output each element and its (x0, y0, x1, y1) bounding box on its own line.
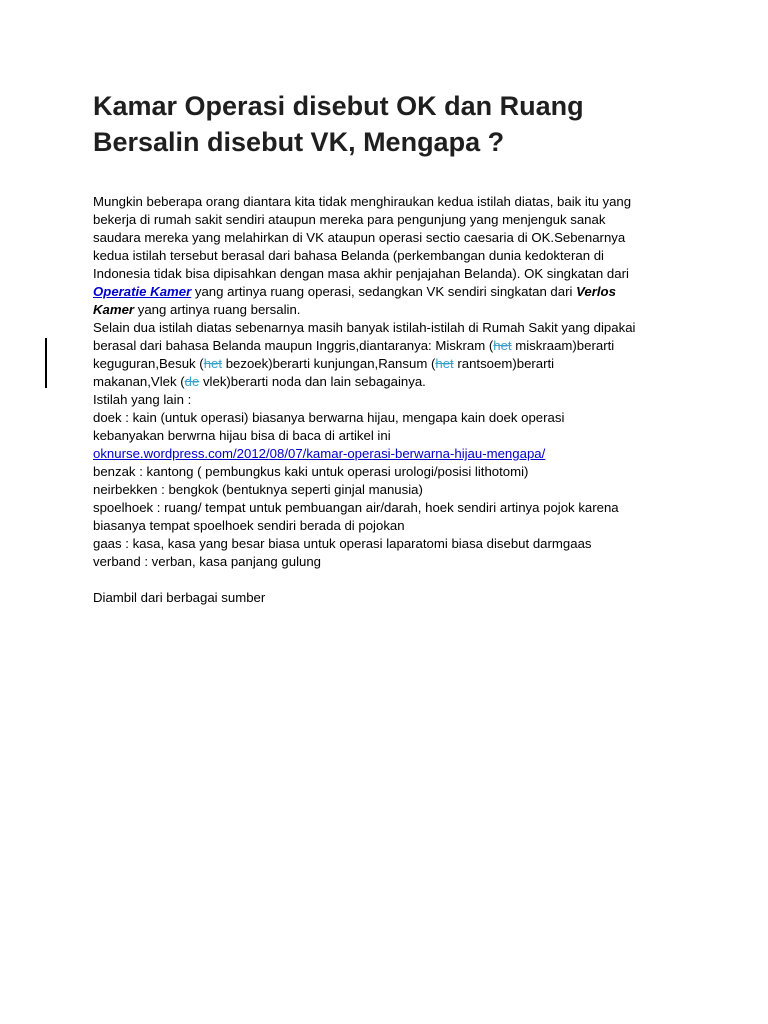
deleted-text: het (435, 356, 454, 371)
text-segment: yang artinya ruang bersalin. (134, 302, 301, 317)
term-doek: doek : kain (untuk operasi) biasanya berwarna hijau, mengapa kain doek operasi (93, 410, 565, 425)
text-segment: bezoek)berarti kunjungan,Ransum ( (222, 356, 436, 371)
text-line: kedua istilah tersebut berasal dari bahasa Belanda (perkembangan dunia kedokteran di (93, 248, 604, 263)
term-gaas: gaas : kasa, kasa yang besar biasa untuk operasi laparatomi biasa disebut darmgaas (93, 536, 592, 551)
text-line: saudara mereka yang melahirkan di VK ataupun operasi sectio caesaria di OK.Sebenarnya (93, 230, 626, 245)
article-url-link[interactable]: oknurse.wordpress.com/2012/08/07/kamar-operasi-berwarna-hijau-mengapa/ (93, 446, 546, 461)
text-line: Indonesia tidak bisa dipisahkan dengan masa akhir penjajahan Belanda). OK singkatan dari (93, 266, 629, 281)
article-url-line (93, 445, 693, 463)
term-doek-cont: kebanyakan berwrna hijau bisa di baca di artikel ini (93, 428, 391, 443)
source-text: Diambil dari berbagai sumber (93, 590, 266, 605)
text-line (93, 283, 693, 301)
paragraph-terms-intro (93, 319, 693, 391)
text-segment: yang artinya ruang operasi, sedangkan VK sendiri singkatan dari (191, 284, 577, 299)
paragraph-intro (93, 193, 693, 319)
text-segment: miskraam)berarti (511, 338, 615, 353)
text-line (93, 301, 693, 319)
term-spoelhoek: spoelhoek : ruang/ tempat untuk pembuangan air/darah, hoek sendiri artinya pojok karena (93, 500, 619, 515)
text-line (93, 373, 693, 391)
text-line (93, 355, 693, 373)
text-segment: rantsoem)berarti (453, 356, 555, 371)
term-benzak: benzak : kantong ( pembungkus kaki untuk operasi urologi/posisi lithotomi) (93, 464, 529, 479)
text-segment: makanan,Vlek ( (93, 374, 185, 389)
source-note (93, 589, 693, 607)
title-line-1: Kamar Operasi disebut OK dan Ruang (93, 91, 584, 121)
page-title (93, 88, 693, 160)
deleted-text: de (184, 374, 200, 389)
text-line: bekerja di rumah sakit sendiri ataupun mereka para pengunjung yang menjenguk sanak (93, 212, 606, 227)
text-line: Mungkin beberapa orang diantara kita tidak menghiraukan kedua istilah diatas, baik itu yang (93, 194, 632, 209)
verlos-bold: Verlos (576, 284, 616, 299)
spacer (93, 571, 693, 589)
text-line (93, 337, 693, 355)
terms-list (93, 391, 693, 571)
terms-heading: Istilah yang lain : (93, 392, 192, 407)
document-body (93, 193, 693, 607)
kamer-bold: Kamer (93, 302, 135, 317)
term-verband: verband : verban, kasa panjang gulung (93, 554, 322, 569)
deleted-text: het (203, 356, 223, 371)
text-segment: vlek)berarti noda dan lain sebagainya. (199, 374, 426, 389)
operatie-kamer-link[interactable]: Operatie Kamer (93, 284, 192, 299)
text-line: Selain dua istilah diatas sebenarnya masih banyak istilah-istilah di Rumah Sakit yang dipakai (93, 320, 636, 335)
text-segment: berasal dari bahasa Belanda maupun Inggris,diantaranya: Miskram ( (93, 338, 494, 353)
text-segment: keguguran,Besuk ( (93, 356, 204, 371)
term-spoelhoek-cont: biasanya tempat spoelhoek sendiri berada di pojokan (93, 518, 405, 533)
deleted-text: het (493, 338, 512, 353)
title-line-2: Bersalin disebut VK, Mengapa ? (93, 127, 505, 157)
revision-change-bar (45, 338, 47, 388)
term-neirbekken: neirbekken : bengkok (bentuknya seperti ginjal manusia) (93, 482, 423, 497)
